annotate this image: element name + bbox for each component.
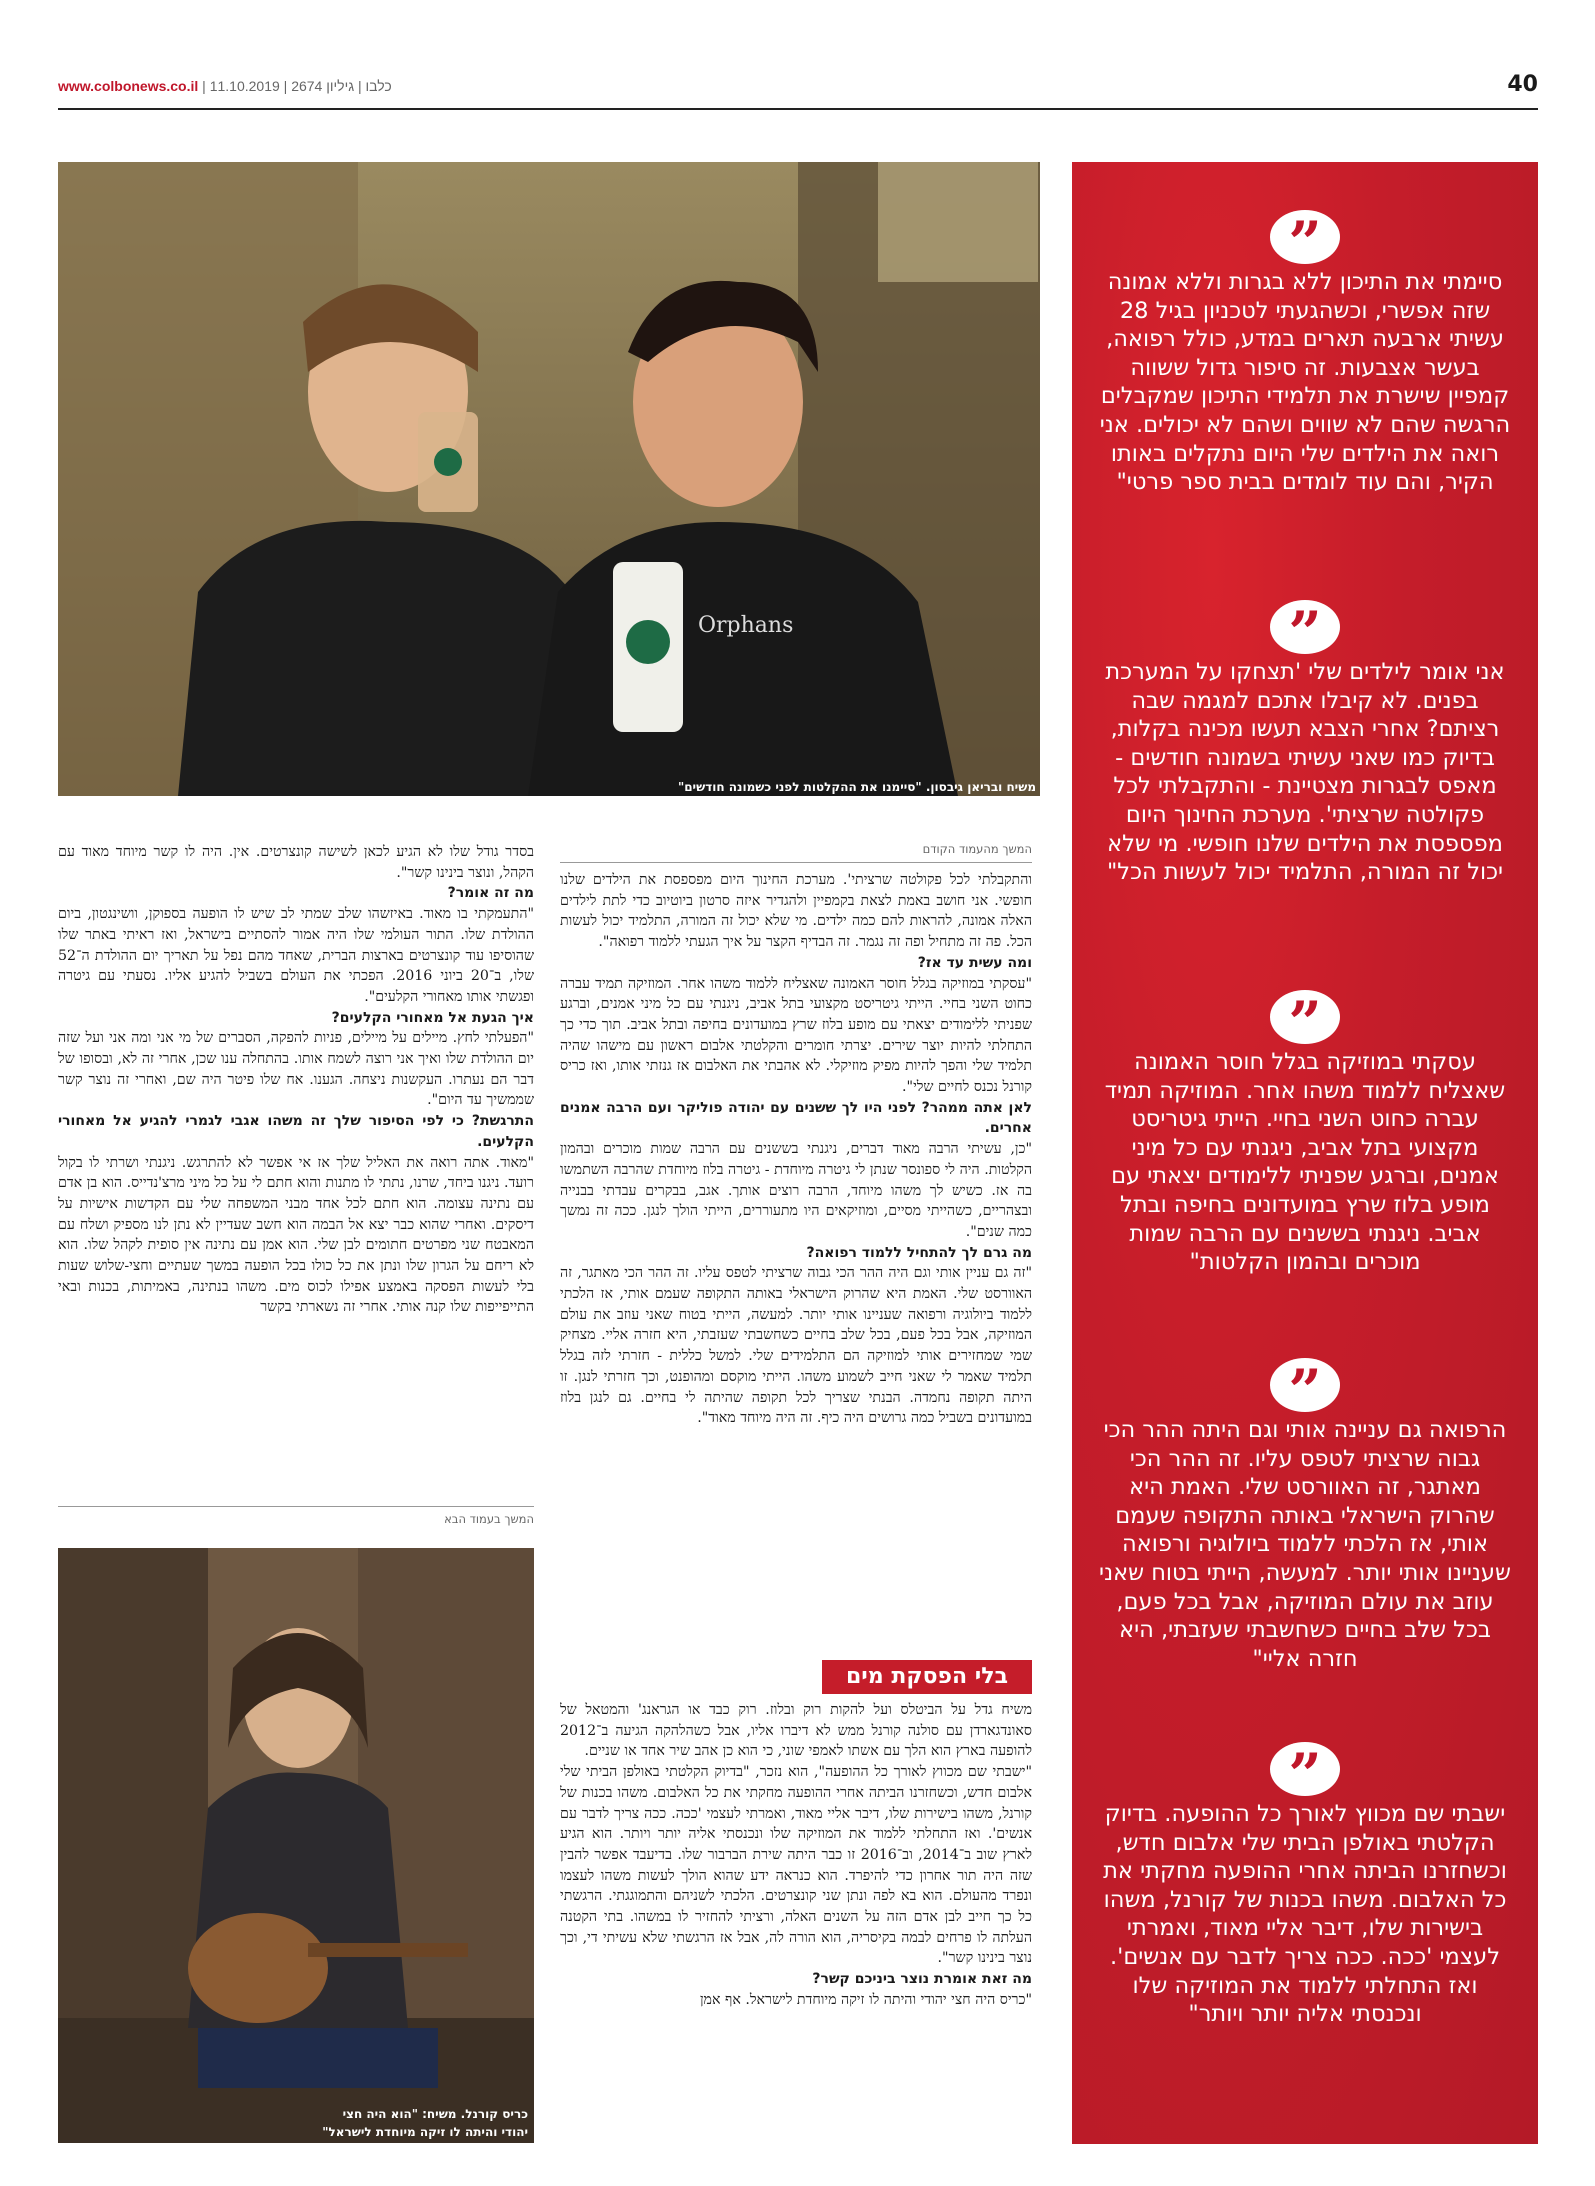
lead-photo [58, 162, 1040, 796]
body-paragraph: "הפעלתי לחץ. מיילים על מיילים, פניות להפקה, הסברים של מי אני ומה אני ועל שזה יום ההולדת שלו ואיך אני רוצה לשמח אותו. בהתחלה ענו שכן, אחרי זה לא, ובסופו של דבר הם נעתרו. העקשנות ניצחה. הגענו. אח שלו פיטר היה שם, ואחרי זה נוצר קשר שממשיך עד היום". [58, 1030, 534, 1109]
body-paragraph: "התעמקתי בו מאוד. באיזשהו שלב שמתי לב שיש לו הופעה בספוקן, וושינגטון, ביום ההולדת שלו. התור העולמי שלו היה אמור להסתיים בישראל, ואז ראיתי באתר שלו שהוסיפו עוד קונצרטים בארצות הברית, שאחד מהם נפל על תאריך יום ההולדת ה־52 שלו, ב־20 ביוני 2016. הפכתי את העולם בשביל להגיע אליו. נסעתי עם גיטרה ופגשתי אותו מאחורי הקלעים". [58, 906, 534, 1005]
section-subheading: בלי הפסקת מים [822, 1660, 1032, 1694]
pull-quote-2 [1098, 600, 1512, 887]
site-url[interactable] [58, 78, 392, 94]
pull-quote-text: הרפואה גם עניינה אותי וגם היתה ההר הכי גבוה שרציתי לטפס עליו. זה ההר הכי מאתגר, זה האוורסט שלי. האמת היא שהרוק הישראלי באותה התקופה שעמם אותי, אז הלכתי ללמוד ביולוגיה ורפואה שעניינו אותי יותר. למעשה, הייתי בטוח שאני עוזב את עולם המוזיקה, אבל בכל פעם, בכל שלב בחיים כשחשבתי שעזבתי, היא חזרה אליי" [1099, 1417, 1511, 1672]
quote-mark-icon: ” [1270, 600, 1340, 654]
column-divider [560, 862, 1032, 863]
body-paragraph: "ישבתי שם מכווץ לאורך כל ההופעה", הוא נזכר, "בדיוק הקלטתי באולפן הביתי שלי אלבום חדש, וכשחזרנו הביתה אחרי ההופעה מחקתי את כל האלבום. משהו בכנות של קורנל, משהו בישירות שלו, דיבר אליי מאוד, ואמרתי לעצמי 'ככה. ככה צריך לדבר עם אנשים'. ואז התחלתי ללמוד את המוזיקה שלו ונכנסתי אליה יותר ויותר. הוא הגיע לארץ שוב ב־2014, וב־2016 זו כבר היתה שירת הברבור שלו. בדיעבד אפשר להבין שזה היה תור אחרון כדי להיפרד. הוא כנראה ידע שהוא הולך לעשות משהו לעצמו ונפרד מהעולם. הוא בא לפה ונתן שני קונצרטים. הלכתי לשניהם והתמוגגתי. הרגשתי כל כך חייב לבן אדם הזה על השנים האלה, ורציתי להחזיר לו במשהו. בתי הקטנה העלתה לו פרחים לבמה בקיסריה, הוא הורה לה, אבל אז הרגשתי שלא עשיתי די, וכך נוצר בינינו קשר". [560, 1764, 1032, 1967]
pull-quote-text: עסקתי במוזיקה בגלל חוסר האמונה שאצליח ללמוד משהו אחר. המוזיקה תמיד עברה כחוט השני בחיי. הייתי גיטריסט מקצועי בתל אביב, ניגנתי עם כל מיני אמנים, וברגע שפניתי ללימודים יצאתי עם מופע בלוז שרץ במועדונים בחיפה ובתל אביב. ניגנתי בששנים עם הרבה שמות מוכרים ובהמון הקלטות" [1104, 1049, 1506, 1276]
pull-quote-text: אני אומר לילדים שלי 'תצחקו על המערכת בפנים. לא קיבלו אתכם למגמה שבה רציתם? אחרי הצבא תעשו מכינה בקלות, בדיוק כמו שאני עשיתי בשמונה חודשים - מאפס לבגרות מצטיינת - והתקבלתי לכל פקולטה שרציתי'. מערכת החינוך היום מפספסת את הילדים שלנו חופשי. מי שלא יכול זה המורה, התלמיד יכול לעשות הכל" [1105, 659, 1505, 886]
interview-question: מה גרם לך להתחיל ללמוד רפואה? [806, 1244, 1032, 1261]
shirt-print: Orphans [698, 613, 794, 638]
article-column-middle-top [560, 870, 1032, 1660]
interview-question: איך הגעת אל מאחורי הקלעים? [331, 1009, 534, 1026]
body-paragraph: משיח גדל על הביטלס ועל להקות רוק ובלוז. רוק כבד או הגראנג' והמטאל של סאונדגארדן עם סולנה קורנל ממש לא דיברו אליו, אבל כשהלהקה הגיעה ב־2012 להופעה בארץ הוא הלך עם אשתו לאמפי שוני, כי הוא כן אהב שיר אחד או שניים. [560, 1702, 1032, 1760]
pull-quote-4 [1098, 1358, 1512, 1673]
continued-to-label: המשך בעמוד הבא [444, 1512, 534, 1526]
cornell-photo [58, 1548, 534, 2143]
body-paragraph: "מאוד. אתה רואה את האליל שלך אז אי אפשר לא להתרגש. ניגנתי ושרתי לו בקול רועד. ניגנו ביחד, שרנו, נתתי לו מתנות והוא חתם לי על כל מיני מרצ'נדייס. הוא בן אדם עם נתינה עצומה. הוא חתם לכל אחד מבני המשפחה שלי עם הקדשות אישיות על דיסקים. ואחרי שהוא כבר יצא אל הבמה הוא חשב שעדיין לא נתן לנו מספיק ושלח עם המאבטח שני מפרטים חתומים לבן שלי. הוא אמן עם נתינה אין סופית לקהל שלו. הוא לא ריחם על הגרון שלו ונתן את כל כולו בכל הופעה במשך שעתיים וחצי-שלוש שעות בלי לעשות הפסקה באמצע אפילו לכוס מים. משהו בנתינה, באמיתות, בכנות ובאי התייפייפות שלו קנה אותי. אחרי זה נשארתי בקשר [58, 1154, 534, 1316]
pull-quote-1 [1098, 210, 1512, 497]
issue-info: | כלבו | גיליון 2674 | 11.10.2019 [202, 78, 392, 94]
body-paragraph: והתקבלתי לכל פקולטה שרציתי'. מערכת החינוך היום מפספסת את הילדים שלנו חופשי. אני חושב באמת לצאת בקמפיין ולהגדיר איזה סרטון ביוטיוב כדי לתת לילדים האלה אמונה, להראות להם כמה ילדים. מי שלא יכול זה המורה, התלמיד יכול לעשות הכל. פה זה מתחיל ופה זה נגמר. זה הבדיף הקצר על איך הגעתי ללמוד רפואה". [560, 872, 1032, 951]
interview-question: מה זאת אומרת נוצר ביניכם קשר? [812, 1971, 1032, 1988]
site-url-text[interactable]: www.colbonews.co.il [58, 78, 199, 94]
column-divider [58, 1506, 534, 1507]
body-paragraph: בסדר גודל שלו לא הגיע לכאן לשישה קונצרטים. אין. היה לו קשר מיוחד מאוד עם הקהל, ונוצר בינינו קשר". [58, 844, 534, 881]
interview-question: מה זה אומר? [447, 885, 534, 902]
body-paragraph: "זה גם עניין אותי וגם היה ההר הכי גבוה שרציתי לטפס עליו. זה ההר הכי מאתגר, זה האוורסט שלי. האמת היא שהרוק הישראלי באותה התקופה שעמם אותי, אז הלכתי ללמוד ביולוגיה ורפואה שעניינו אותי יותר. למעשה, הייתי בטוח שאני עוזב את עולם המוזיקה, אבל בכל פעם, בכל שלב בחיים כשחשבתי שעזבתי, היא חזרה אליי. מצחיק שמי שמחזירים אותי למוזיקה הם התלמידים שלי. למשל כללית - חזרתי לזה בגלל תלמיד שאמר לי שאני חייב לשמוע משהו. הייתי מוקסם ומהופנט, וכך חזרתי לנגן. זו היתה תקופה נחמדה. הבנתי שצריך לכל תקופה שהיתה לי בחיים. גם לנגן בלוז במועדונים בשביל כמה גרושים היה כיף. זה היה מיוחד מאוד". [560, 1265, 1032, 1427]
body-paragraph: "עסקתי במוזיקה בגלל חוסר האמונה שאצליח ללמוד משהו אחר. המוזיקה תמיד עברה כחוט השני בחיי. הייתי גיטריסט מקצועי בתל אביב, ניגנתי עם כל מיני אמנים, וברגע שפניתי ללימודים יצאתי עם מופע בלוז שרץ במועדונים בחיפה ובתל אביב. תוך כדי כך התחלתי להיות יוצר שירים. יצרתי חומרים והקלטתי אלבום ראשון עם מישהו שהיה תלמיד שלי והפך להיות מפיק מוזיקלי. לא אהבתי את האלבום אז גנזתי אותו, ואז כריס קורנל נכנס לחיים שלי". [560, 975, 1032, 1096]
quote-mark-icon: ” [1270, 1358, 1340, 1412]
interview-question: ומה עשית עד אז? [917, 954, 1032, 971]
interview-question: לאן אתה ממהר? לפני היו לך ששנים עם יהודה פוליקר ועם הרבה אמנים אחרים. [560, 1099, 1032, 1137]
pull-quote-3 [1098, 990, 1512, 1277]
cornell-photo-caption-line2: יהודי והיתה לו זיקה מיוחדת לישראל" [322, 2125, 528, 2139]
continued-from-label: המשך מהעמוד הקודם [922, 842, 1032, 856]
body-paragraph: "כן, עשיתי הרבה מאוד דברים, ניגנתי בששנים עם הרבה שמות מוכרים ובהמון הקלטות. היה לי ספונסר שנתן לי גיטרה מיוחדת - גיטרה בלוז מיוחדת שהרבה השתמשו בה אז. כשיש לך משהו מיוחד, הרבה רוצים אותך. אגב, בבקרים עבדתי בבנייה ובצהריים, כשהייתי מסיים, ומוזיקאים היו מתעוררים, הייתי הולך לנגן. ככה זה נמשך כמה שנים". [560, 1141, 1032, 1240]
pull-quote-5 [1098, 1742, 1512, 2029]
page-number: 40 [1507, 72, 1538, 97]
quote-mark-icon: ” [1270, 1742, 1340, 1796]
cornell-photo-caption-line1: כריס קורנל. משיח: "הוא היה חצי [342, 2107, 528, 2121]
article-column-middle-bottom [560, 1700, 1032, 2145]
pull-quote-text: סיימתי את התיכון ללא בגרות וללא אמונה שזה אפשרי, וכשהגעתי לטכניון בגיל 28 עשיתי ארבעה תארים במדע, כולל רפואה, בעשר אצבעות. זה סיפור גדול ששווה קמפיין שישרת את תלמידי התיכון שמקבלים הרגשה שהם לא שווים ושהם לא יכולים. אני רואה את הילדים שלי היום נתקלים באותו הקיר, והם עוד לומדים בבית ספר פרטי" [1099, 269, 1511, 496]
lead-photo-caption: משיח ובריאן גיבסון. "סיימנו את ההקלטות לפני כשמונה חודשים" [677, 780, 1036, 794]
page-header [58, 72, 1538, 108]
cornell-photo-illustration [58, 1548, 534, 2143]
interview-question: התרגשת? כי לפי הסיפור שלך זה משהו אגבי לגמרי להגיע אל מאחורי הקלעים. [58, 1113, 534, 1150]
quote-mark-icon: ” [1270, 990, 1340, 1044]
lead-photo-illustration [58, 162, 1040, 796]
quote-mark-icon: ” [1270, 210, 1340, 264]
pull-quotes-sidebar [1072, 162, 1538, 2144]
body-paragraph: "כריס היה חצי יהודי והיתה לו זיקה מיוחדת לישראל. אף אמן [699, 1991, 1032, 2008]
article-column-left [58, 842, 534, 1502]
header-divider [58, 108, 1538, 110]
pull-quote-text: ישבתי שם מכווץ לאורך כל ההופעה. בדיוק הקלטתי באולפן הביתי שלי אלבום חדש, וכשחזרנו הביתה אחרי ההופעה מחקתי את כל האלבום. משהו בכנות של קורנל, משהו בישירות שלו, דיבר אליי מאוד, ואמרתי לעצמי 'ככה. ככה צריך לדבר עם אנשים'. ואז התחלתי ללמוד את המוזיקה שלו ונכנסתי אליה יותר ויותר" [1103, 1801, 1507, 2028]
